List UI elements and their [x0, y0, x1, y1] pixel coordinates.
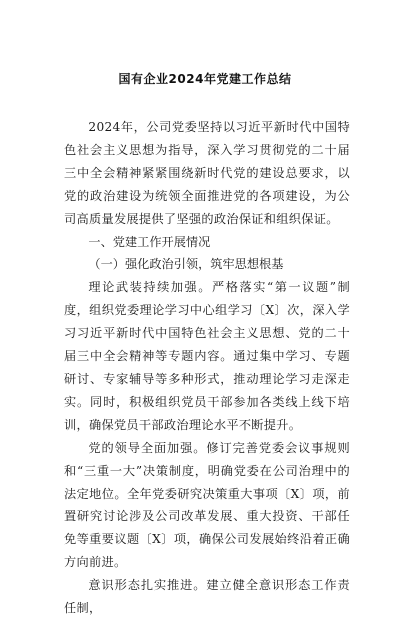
paragraph-intro: 2024年，公司党委坚持以习近平新时代中国特色社会主义思想为指导，深入学习贯彻党的二十届三中全会精神紧紧围绕新时代党的建设总要求，以党的政治建设为统领全面推进党的各项建设，为公司高质量发展提供了坚强的政治保证和组织保证。: [64, 120, 350, 226]
paragraph-ideology: 意识形态扎实推进。建立健全意识形态工作责任制，: [64, 578, 350, 616]
paragraph-theory-study: 理论武装持续加强。严格落实“第一议题”制度，组织党委理论学习中心组学习〔X〕次，深入学习习近平新时代中国特色社会主义思想、党的二十届三中全会精神等专题内容。通过集中学习、专题研讨、专家辅导等多种形式，推动理论学习走深走实。同时，积极组织党员干部参加各类线上线下培训，确保党员干部政治理论水平不断提升。: [64, 280, 350, 432]
subsection-heading: （一）强化政治引领，筑牢思想根基: [88, 257, 284, 272]
document-body: [64, 116, 350, 620]
paragraph-party-leadership: 党的领导全面加强。修订完善党委会议事规则和“三重一大”决策制度，明确党委在公司治理中的法定地位。全年党委研究决策重大事项〔X〕项，前置研究讨论涉及公司改革发展、重大投资、干部任免等重要议题〔X〕项，确保公司发展始终沿着正确方向前进。: [64, 440, 350, 570]
section-heading: 一、党建工作开展情况: [88, 234, 211, 249]
document-title: 国有企业2024年党建工作总结: [118, 72, 292, 86]
